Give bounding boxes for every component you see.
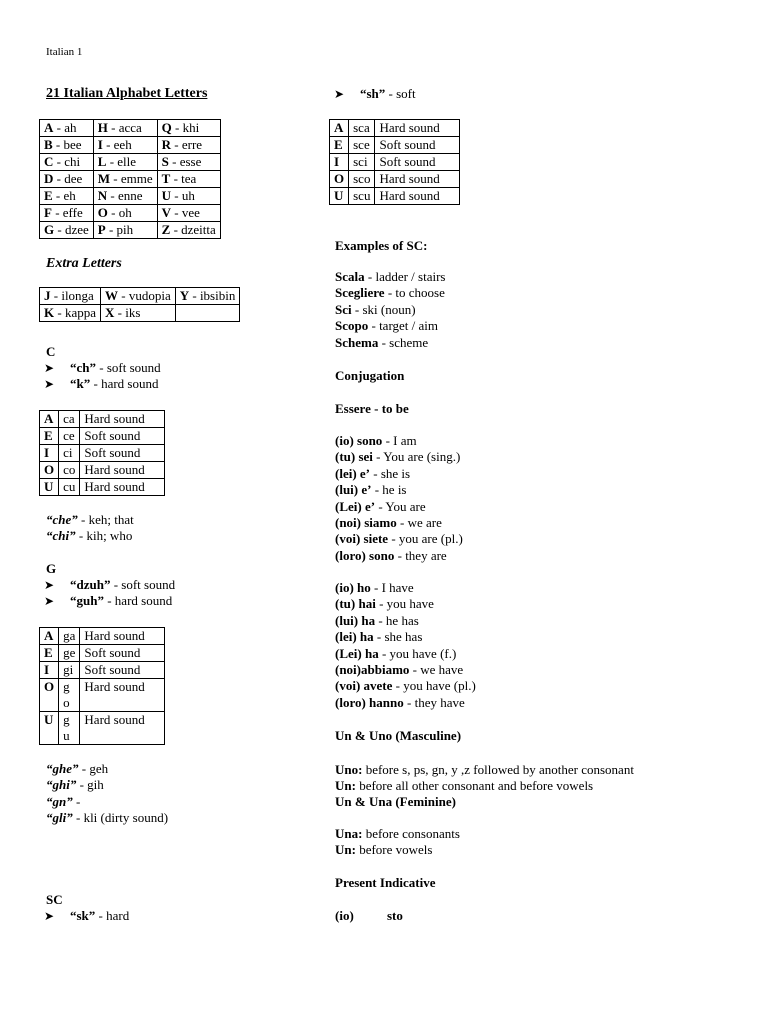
syllable-cell: g u (59, 712, 80, 745)
pronunciation: - bee (52, 137, 82, 152)
c-section-title: C (46, 344, 56, 359)
syllable-cell: gi (59, 662, 80, 679)
arrow-bullet-icon: ➤ (44, 377, 55, 392)
definition: - we are (396, 515, 442, 531)
letter: Y (179, 288, 190, 303)
term: (tu) sei (335, 449, 373, 465)
g-bullets (44, 577, 175, 610)
definition: - ladder / stairs (364, 269, 446, 284)
g-sound-table (39, 627, 165, 745)
pronunciation: - uh (171, 188, 195, 203)
pronunciation: - ilonga (50, 288, 94, 303)
feminine-rule (335, 826, 460, 842)
definition: - You are (375, 498, 426, 514)
letter: I (97, 137, 103, 152)
masculine-rules (335, 762, 634, 795)
present-row (335, 908, 403, 924)
arrow-bullet-icon: ➤ (44, 361, 55, 375)
pronunciation: - eeh (102, 137, 132, 152)
feminine-rules (335, 826, 460, 859)
letter: A (44, 120, 54, 135)
sc-sound-row (330, 120, 460, 137)
present-indicative-title: Present Indicative (335, 875, 436, 890)
alphabet-cell (157, 222, 220, 239)
letter: G (44, 222, 55, 237)
alphabet-row (40, 222, 221, 239)
arrow-bullet-icon: ➤ (334, 87, 345, 101)
term: (lui) e’ (335, 482, 372, 498)
arrow-bullet-icon: ➤ (44, 578, 55, 592)
term: (Lei) e’ (335, 498, 376, 514)
term: Schema (335, 334, 379, 350)
masculine-rule (335, 778, 634, 794)
definition: - to choose (384, 285, 445, 301)
avere-line (335, 629, 476, 645)
extra-letters-cell (101, 305, 176, 322)
letter: B (44, 137, 53, 152)
term: Una: (335, 826, 363, 841)
alphabet-cell (93, 120, 157, 137)
page-header: Italian 1 (46, 46, 83, 58)
essere-title: Essere - to be (335, 401, 409, 416)
g-sound-row (40, 628, 165, 645)
term: Scala (335, 269, 365, 284)
alphabet-cell (157, 154, 220, 171)
essere-line (335, 499, 463, 515)
sc-example (335, 285, 446, 301)
letter: L (97, 154, 107, 169)
alphabet-cell (93, 154, 157, 171)
sc-examples-title: Examples of SC: (335, 238, 428, 253)
pronunciation: - enne (107, 188, 143, 203)
g-bullet (44, 593, 175, 609)
term: (voi) siete (335, 531, 389, 547)
alphabet-cell (40, 120, 94, 137)
syllable-cell: g o (59, 679, 80, 712)
feminine-title: Un & Una (Feminine) (335, 794, 456, 809)
sc-bullet-soft (334, 86, 416, 102)
alphabet-cell (93, 188, 157, 205)
alphabet-cell (40, 154, 94, 171)
bullet-text: - hard (95, 908, 130, 923)
letter: U (161, 188, 172, 203)
g-section-title: G (46, 561, 57, 576)
bullet-key: “sh” (360, 86, 386, 101)
avere-line (335, 695, 476, 711)
extra-letters-cell (175, 305, 240, 322)
bullet-text: - hard sound (103, 593, 173, 609)
term: “ghi” (46, 777, 77, 793)
letter: R (161, 137, 172, 152)
alphabet-cell (157, 137, 220, 154)
term: Sci (335, 301, 352, 317)
term: Un: (335, 842, 356, 858)
definition: - keh; that (77, 512, 134, 527)
pronunciation: - dzee (54, 222, 89, 237)
vowel-cell: E (40, 645, 59, 662)
c-examples (46, 512, 134, 545)
term: “chi” (46, 528, 76, 544)
c-sound-row (40, 411, 165, 428)
term: (noi)abbiamo (335, 662, 410, 678)
sound-cell: Hard sound (80, 411, 165, 428)
letter: O (97, 205, 108, 220)
letter: W (105, 288, 118, 303)
letter: K (44, 305, 55, 320)
vowel-cell: A (40, 411, 59, 428)
alphabet-cell (93, 222, 157, 239)
essere-line (335, 449, 463, 465)
term: (lei) e’ (335, 465, 371, 481)
bullet-text: - soft sound (96, 360, 161, 375)
sound-cell: Soft sound (80, 662, 165, 679)
syllable-cell: sca (349, 120, 375, 137)
definition: - he has (375, 612, 419, 628)
c-sound-row (40, 445, 165, 462)
g-examples (46, 761, 168, 827)
pronunciation: - khi (171, 120, 200, 135)
definition: - they have (403, 694, 465, 710)
c-example (46, 512, 134, 528)
c-sound-row (40, 462, 165, 479)
arrow-bullet-icon: ➤ (44, 594, 55, 609)
term: (io) sono (335, 433, 383, 448)
vowel-cell: A (330, 120, 349, 137)
sound-cell: Hard sound (80, 479, 165, 496)
pronunciation: - vudopia (118, 288, 171, 303)
sound-cell: Hard sound (375, 120, 460, 137)
letter: T (161, 171, 171, 186)
letter: C (44, 154, 54, 169)
letter: D (44, 171, 54, 186)
avere-line (335, 662, 476, 678)
alphabet-cell (40, 222, 94, 239)
letter: N (97, 188, 108, 203)
vowel-cell: E (40, 428, 59, 445)
extra-letters-table (39, 287, 240, 322)
alphabet-table (39, 119, 221, 239)
avere-line (335, 580, 476, 596)
term: Un: (335, 778, 356, 794)
sc-bullet (334, 86, 416, 102)
definition: - you have (pl.) (392, 678, 476, 694)
c-sound-table (39, 410, 165, 496)
vowel-cell: O (40, 679, 59, 712)
g-example (46, 777, 168, 793)
syllable-cell: scu (349, 188, 375, 205)
term: Scopo (335, 318, 369, 334)
sound-cell: Hard sound (80, 628, 165, 645)
sc-sound-row (330, 171, 460, 188)
conjugation-title: Conjugation (335, 368, 405, 383)
avere-list (335, 580, 476, 711)
letter: Z (161, 222, 171, 237)
g-example (46, 794, 168, 810)
c-sound-row (40, 479, 165, 496)
term: “che” (46, 512, 78, 527)
g-example (46, 761, 168, 777)
pronunciation: - erre (171, 137, 203, 152)
syllable-cell: ge (59, 645, 80, 662)
vowel-cell: I (40, 445, 59, 462)
extra-letters-cell (40, 305, 101, 322)
bullet-key: “ch” (70, 360, 96, 375)
avere-line (335, 613, 476, 629)
extra-letters-cell (101, 288, 176, 305)
sound-cell: Soft sound (80, 645, 165, 662)
definition: - you have (f.) (378, 645, 457, 661)
essere-list (335, 433, 463, 564)
pronunciation: - chi (53, 154, 81, 169)
definition: - You are (sing.) (372, 449, 461, 465)
extra-letters-title: Extra Letters (46, 256, 122, 271)
pronunciation: - oh (107, 205, 132, 220)
sc-example (335, 318, 446, 334)
vowel-cell: A (40, 628, 59, 645)
g-bullet (44, 577, 175, 593)
vowel-cell: O (40, 462, 59, 479)
avere-line (335, 646, 476, 662)
pronunciation: - ibsibin (189, 288, 236, 303)
definition: - ski (noun) (351, 301, 416, 317)
definition: - scheme (378, 334, 429, 350)
bullet-text: - soft sound (110, 577, 176, 592)
vowel-cell: U (330, 188, 349, 205)
definition: - you have (375, 596, 434, 612)
alphabet-cell (157, 205, 220, 222)
term: (lei) ha (335, 629, 374, 645)
extra-letters-cell (40, 288, 101, 305)
letter: X (105, 305, 115, 320)
term: (voi) avete (335, 678, 393, 694)
syllable-cell: ci (59, 445, 80, 462)
essere-line (335, 531, 463, 547)
definition: - geh (78, 761, 109, 776)
c-bullets (44, 360, 161, 393)
extra-letters-row (40, 305, 240, 322)
definition: before vowels (355, 842, 433, 858)
bullet-text: - hard sound (90, 376, 159, 392)
letter: Q (161, 120, 172, 135)
sound-cell: Hard sound (80, 679, 165, 712)
sc-bullet-hard (44, 908, 129, 924)
present-pronoun: (io) (335, 908, 354, 923)
sc-sound-row (330, 188, 460, 205)
alphabet-cell (157, 120, 220, 137)
pronunciation: - tea (170, 171, 197, 186)
masculine-title: Un & Uno (Masculine) (335, 728, 462, 743)
letter: J (44, 288, 51, 303)
pronunciation: - acca (107, 120, 142, 135)
letter: S (161, 154, 169, 169)
alphabet-cell (157, 171, 220, 188)
pronunciation: - pih (105, 222, 134, 237)
alphabet-row (40, 205, 221, 222)
letter: P (97, 222, 106, 237)
essere-line (335, 548, 463, 564)
sound-cell: Soft sound (80, 445, 165, 462)
definition: - kih; who (75, 528, 133, 544)
feminine-rule (335, 842, 460, 858)
definition: before all other consonant and before vowels (355, 778, 594, 794)
letter: V (161, 205, 172, 220)
sound-cell: Soft sound (375, 137, 460, 154)
term: (io) ho (335, 580, 371, 595)
sc-bullet (44, 908, 129, 924)
syllable-cell: sco (349, 171, 375, 188)
g-sound-row (40, 662, 165, 679)
g-example (46, 810, 168, 826)
essere-line (335, 515, 463, 531)
term: (noi) siamo (335, 515, 397, 531)
definition: - he is (371, 482, 407, 498)
alphabet-cell (93, 171, 157, 188)
avere-line (335, 596, 476, 612)
syllable-cell: ce (59, 428, 80, 445)
alphabet-cell (93, 205, 157, 222)
vowel-cell: I (40, 662, 59, 679)
vowel-cell: U (40, 479, 59, 496)
term: “gli” (46, 810, 73, 826)
pronunciation: - iks (114, 305, 141, 320)
c-bullet (44, 376, 161, 392)
alphabet-cell (40, 171, 94, 188)
term: (lui) ha (335, 612, 376, 628)
g-sound-row (40, 645, 165, 662)
definition: before consonants (362, 826, 460, 841)
sc-examples (335, 269, 446, 351)
term: (tu) hai (335, 596, 376, 612)
g-sound-row (40, 712, 165, 745)
syllable-cell: co (59, 462, 80, 479)
letter: M (97, 171, 111, 186)
pronunciation: - kappa (54, 305, 96, 320)
syllable-cell: sce (349, 137, 375, 154)
definition: - target / aim (368, 318, 439, 334)
term: Scegliere (335, 285, 385, 301)
essere-line (335, 466, 463, 482)
definition: before s, ps, gn, y ,z followed by another consonant (362, 762, 634, 777)
sound-cell: Hard sound (80, 712, 165, 745)
definition: - she is (370, 465, 411, 481)
term: Uno: (335, 762, 363, 777)
definition: - gih (76, 777, 104, 793)
pronunciation: - effe (51, 205, 83, 220)
pronunciation: - emme (110, 171, 153, 186)
vowel-cell: I (330, 154, 349, 171)
alphabet-row (40, 188, 221, 205)
present-verb: sto (387, 908, 403, 923)
sound-cell: Hard sound (375, 171, 460, 188)
vowel-cell: O (330, 171, 349, 188)
alphabet-cell (40, 205, 94, 222)
definition: - you are (pl.) (388, 531, 463, 547)
term: (loro) sono (335, 547, 395, 563)
syllable-cell: sci (349, 154, 375, 171)
letter: F (44, 205, 52, 220)
bullet-key: “dzuh” (70, 577, 111, 592)
alphabet-cell (93, 137, 157, 154)
sc-example (335, 302, 446, 318)
sc-sound-row (330, 154, 460, 171)
c-sound-row (40, 428, 165, 445)
arrow-bullet-icon: ➤ (44, 909, 55, 923)
sc-sound-row (330, 137, 460, 154)
alphabet-row (40, 154, 221, 171)
avere-line (335, 678, 476, 694)
pronunciation: - eh (52, 188, 76, 203)
essere-line (335, 482, 463, 498)
sc-sound-table (329, 119, 460, 205)
syllable-cell: ca (59, 411, 80, 428)
pronunciation: - ah (53, 120, 77, 135)
pronunciation: - dzeitta (170, 222, 216, 237)
pronunciation: - elle (106, 154, 137, 169)
alphabet-cell (40, 137, 94, 154)
alphabet-title: 21 Italian Alphabet Letters (46, 86, 208, 101)
sound-cell: Soft sound (375, 154, 460, 171)
letter: E (44, 188, 53, 203)
syllable-cell: cu (59, 479, 80, 496)
bullet-key: “sk” (70, 908, 96, 923)
sc-example (335, 335, 446, 351)
letter: H (97, 120, 108, 135)
sound-cell: Hard sound (80, 462, 165, 479)
term: (loro) hanno (335, 694, 404, 710)
pronunciation: - vee (171, 205, 200, 220)
essere-line (335, 433, 463, 449)
syllable-cell: ga (59, 628, 80, 645)
bullet-key: “guh” (70, 593, 104, 609)
pronunciation: - esse (168, 154, 202, 169)
alphabet-row (40, 137, 221, 154)
sound-cell: Hard sound (375, 188, 460, 205)
alphabet-row (40, 171, 221, 188)
vowel-cell: E (330, 137, 349, 154)
g-sound-row (40, 679, 165, 712)
alphabet-cell (157, 188, 220, 205)
definition: - we have (409, 662, 464, 678)
c-example (46, 528, 134, 544)
definition: - she has (373, 629, 423, 645)
definition: - kli (dirty sound) (72, 810, 169, 826)
extra-letters-cell (175, 288, 240, 305)
definition: - I am (382, 433, 417, 448)
extra-letters-row (40, 288, 240, 305)
definition: - I have (370, 580, 414, 595)
sound-cell: Soft sound (80, 428, 165, 445)
alphabet-row (40, 120, 221, 137)
sc-example (335, 269, 446, 285)
definition: - (72, 793, 81, 809)
pronunciation: - dee (53, 171, 83, 186)
term: “ghe” (46, 761, 79, 776)
alphabet-cell (40, 188, 94, 205)
sc-section-title: SC (46, 892, 63, 907)
masculine-rule (335, 762, 634, 778)
definition: - they are (394, 547, 447, 563)
c-bullet (44, 360, 161, 376)
term: “gn” (46, 793, 73, 809)
bullet-text: - soft (385, 86, 416, 101)
vowel-cell: U (40, 712, 59, 745)
term: (Lei) ha (335, 645, 379, 661)
bullet-key: “k” (70, 376, 91, 392)
